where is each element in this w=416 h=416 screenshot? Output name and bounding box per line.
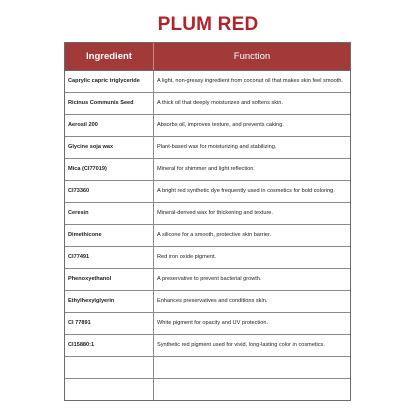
ingredient-cell: [65, 379, 154, 400]
function-cell: A light, non-greasy ingredient from coconut oil that makes skin feel smooth.: [157, 77, 343, 84]
table-row: [65, 313, 350, 335]
ingredient-cell: Mica (CI77019): [65, 159, 154, 180]
function-cell: White pigment for opacity and UV protection.: [157, 319, 268, 326]
function-cell: A thick oil that deeply moisturizes and softens skin.: [157, 99, 283, 106]
page-title: PLUM RED: [157, 14, 259, 35]
table-row: [65, 357, 350, 379]
function-cell: Synthetic red pigment used for vivid, long-lasting color in cosmetics.: [157, 341, 325, 348]
ingredient-cell: Ricinus Communis Seed: [65, 93, 154, 114]
table-row: [65, 71, 350, 93]
function-cell: A silicone for a smooth, protective skin barrier.: [157, 231, 272, 238]
table-row: [65, 335, 350, 357]
table-body: [65, 71, 350, 400]
ingredient-cell: Ceresin: [65, 203, 154, 224]
table-row: [65, 203, 350, 225]
table-row: [65, 379, 350, 400]
ingredient-cell: Glycine soja wax: [65, 137, 154, 158]
table-header: [65, 43, 350, 71]
table-row: [65, 247, 350, 269]
ingredient-cell: Dimethicone: [65, 225, 154, 246]
function-cell: A preservative to prevent bacterial growth.: [157, 275, 262, 282]
function-cell: Absorbs oil, improves texture, and prevents caking.: [157, 121, 284, 128]
function-cell: Plant-based wax for moisturizing and stabilizing.: [157, 143, 277, 150]
ingredient-cell: Ethylhexylglyerin: [65, 291, 154, 312]
table-row: [65, 115, 350, 137]
table-row: [65, 137, 350, 159]
header-ingredient: Ingredient: [65, 43, 154, 70]
table-row: [65, 159, 350, 181]
function-cell: [154, 357, 350, 378]
ingredient-cell: CI15880:1: [65, 335, 154, 356]
ingredient-cell: Caprylic capric triglyceride: [65, 71, 154, 92]
table-row: [65, 93, 350, 115]
ingredient-cell: CI73360: [65, 181, 154, 202]
table-row: [65, 181, 350, 203]
ingredients-table: [64, 42, 351, 401]
table-row: [65, 225, 350, 247]
function-cell: Mineral-derived wax for thickening and texture.: [157, 209, 273, 216]
table-row: [65, 291, 350, 313]
function-cell: Mineral for shimmer and light reflection.: [157, 165, 255, 172]
function-cell: Red iron oxide pigment.: [157, 253, 217, 260]
ingredient-cell: [65, 357, 154, 378]
ingredient-cell: Aerosil 200: [65, 115, 154, 136]
function-cell: [154, 379, 350, 400]
function-cell: A bright red synthetic dye frequently used in cosmetics for bold coloring.: [157, 187, 335, 194]
header-function: Function: [233, 51, 271, 62]
table-row: [65, 269, 350, 291]
ingredient-cell: CI 77891: [65, 313, 154, 334]
function-cell: Enhances preservatives and conditions skin.: [157, 297, 268, 304]
ingredient-cell: Phenoxyethanol: [65, 269, 154, 290]
ingredient-cell: CI77491: [65, 247, 154, 268]
